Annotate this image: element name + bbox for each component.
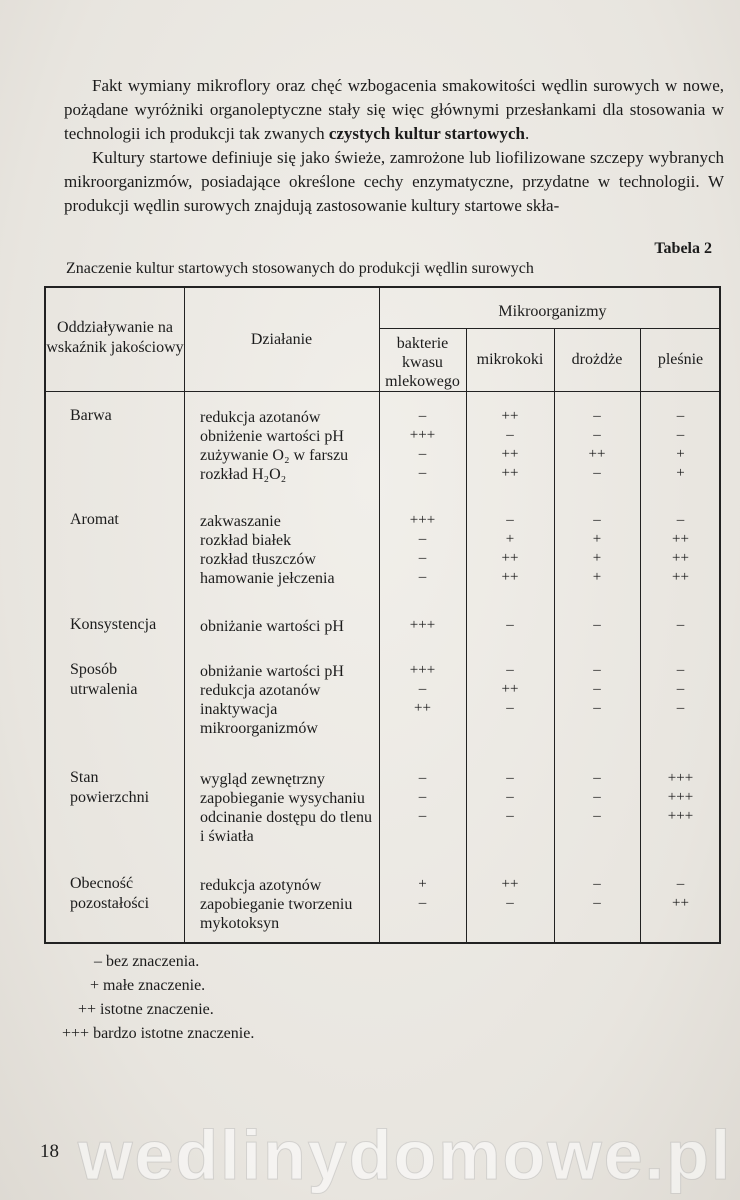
header-lactic-bacteria: bakterie kwasu mlekowego [385,335,460,390]
rating-value: – [506,427,514,443]
rating-value: – [418,770,427,786]
rating-value: – [506,700,514,716]
header-yeasts: drożdże [571,351,623,368]
rating-value: – [506,512,514,528]
paragraph-definition: Kultury startowe definiuje się jako świeże, zamrożone lub liofilizowane szczepy wybranych mikroorganizmów, posiadające określone cechy enzymatyczne, przydatne w technologii. W produkcji wędlin surowych znajdują zastosowanie kultury startowe skła- [64,148,724,215]
rating-value: – [676,681,685,697]
rating-value: +++ [409,662,436,678]
table-label: Tabela 2 [654,240,712,257]
rating-value: ++ [501,446,519,462]
action-item: redukcja azotanów [200,682,321,699]
action-item: redukcja azotanów [200,409,321,426]
group-label: Barwa [70,407,112,424]
action-item: obniżanie wartości pH [200,663,344,680]
rating-value: + [505,531,515,547]
page-number: 18 [40,1141,59,1162]
rating-value: + [592,531,602,547]
paragraph-intro-bold-term: czystych kultur startowych [328,124,525,143]
rating-value: ++ [672,531,689,547]
rating-value: – [593,770,601,786]
rating-value: – [506,808,514,824]
rating-value: – [676,512,685,528]
rating-value: +++ [409,617,436,633]
group-actions [200,617,376,636]
action-item: hamowanie jełczenia [200,570,335,587]
header-microorganisms: Mikroorganizmy [498,303,607,320]
paragraph-intro-text: Fakt wymiany mikroflory oraz chęć wzbogacenia smakowitości wędlin surowych w nowe, pożądane wyróżniki organoleptyczne stały się więc głównymi przesłankami dla stosowania w technologii ich produkcji tak zwanych [64,76,724,143]
paragraph-intro-end: . [524,124,530,143]
rating-value: ++ [672,550,689,566]
paragraph-intro [64,74,724,146]
rating-value: – [418,550,427,566]
rating-value: – [593,408,601,424]
action-item: zapobieganie tworzeniu mykotoksyn [200,896,353,932]
action-item: zużywanie O₂ w farszu [200,447,349,464]
group-label: Obecność pozostałości [70,875,150,912]
action-item: rozkład białek [200,532,292,549]
rating-value: – [593,700,601,716]
group-actions [200,876,376,933]
rating-value: +++ [409,512,436,528]
rating-value: – [418,531,427,547]
group-label: Konsystencja [70,616,157,633]
action-item: obniżenie wartości pH [200,428,344,445]
group-actions [200,662,376,738]
action-item: rozkład H₂O₂ [200,466,287,483]
legend-small: + małe znaczenie. [90,977,206,994]
rating-value: + [418,876,427,892]
action-item: rozkład tłuszczów [200,551,316,568]
header-action: Działanie [250,331,313,348]
rating-value: – [418,895,427,911]
legend-significant: ++ istotne znaczenie. [78,1001,214,1018]
action-item: wygląd zewnętrzny [200,771,325,788]
rating-value: – [506,770,514,786]
group-actions [200,408,376,484]
rating-value: – [676,408,685,424]
rating-value: +++ [667,808,694,824]
rating-value: – [506,662,514,678]
action-item: odcinanie dostępu do tlenu i światła [200,809,372,845]
rating-value: +++ [409,427,436,443]
rating-value: ++ [588,446,606,462]
rating-value: – [593,465,601,481]
rating-value: – [676,700,685,716]
action-item: zakwaszanie [200,513,281,530]
action-item: inaktywacja mikroorganizmów [200,701,318,737]
legend-none: – bez znaczenia. [94,953,200,970]
rating-value: – [676,876,685,892]
rating-value: ++ [672,895,689,911]
rating-value: – [593,808,601,824]
rating-value: ++ [501,550,519,566]
rating-value: + [592,569,602,585]
rating-value: ++ [501,408,519,424]
group-actions [200,770,376,846]
rating-value: – [593,876,601,892]
rating-value: – [676,617,685,633]
rating-value: – [418,789,427,805]
rating-value: + [676,446,685,462]
rating-value: – [593,789,601,805]
rating-value: – [593,617,601,633]
table-caption: Znaczenie kultur startowych stosowanych do produkcji wędlin surowych [66,260,534,277]
rating-value: ++ [501,569,519,585]
rating-value: + [676,465,685,481]
rating-value: ++ [501,876,519,892]
header-moulds: pleśnie [657,351,704,368]
rating-value: ++ [501,465,519,481]
watermark-text: wedlinydomowe.pl [78,1116,733,1194]
legend-very-significant: +++ bardzo istotne znaczenie. [62,1025,255,1042]
starter-cultures-table [44,286,721,944]
rating-value: ++ [414,700,431,716]
rating-value: – [418,465,427,481]
group-label: Stan powierzchni [70,769,150,806]
rating-value: +++ [667,770,694,786]
rating-value: – [418,446,427,462]
header-micrococci: mikrokoki [476,351,544,368]
group-actions [200,512,376,588]
action-item: obniżanie wartości pH [200,618,344,635]
rating-value: ++ [501,681,519,697]
header-indicator: Oddziaływanie na wskaźnik jakościowy [46,319,184,356]
rating-value: – [676,427,685,443]
rating-value: + [592,550,602,566]
group-label: Aromat [70,511,119,528]
legend [60,950,254,1046]
action-item: zapobieganie wysychaniu [200,790,365,807]
action-item: redukcja azotynów [200,877,322,894]
rating-value: – [593,895,601,911]
rating-value: +++ [667,789,694,805]
rating-value: – [418,681,427,697]
rating-value: – [593,512,601,528]
rating-value: – [506,789,514,805]
rating-value: – [418,408,427,424]
rating-value: – [676,662,685,678]
rating-value: – [418,808,427,824]
rating-value: – [506,895,514,911]
rating-value: ++ [672,569,689,585]
rating-value: – [593,681,601,697]
rating-value: – [593,427,601,443]
group-label: Sposób utrwalenia [70,661,138,698]
rating-value: – [418,569,427,585]
rating-value: – [506,617,514,633]
rating-value: – [593,662,601,678]
